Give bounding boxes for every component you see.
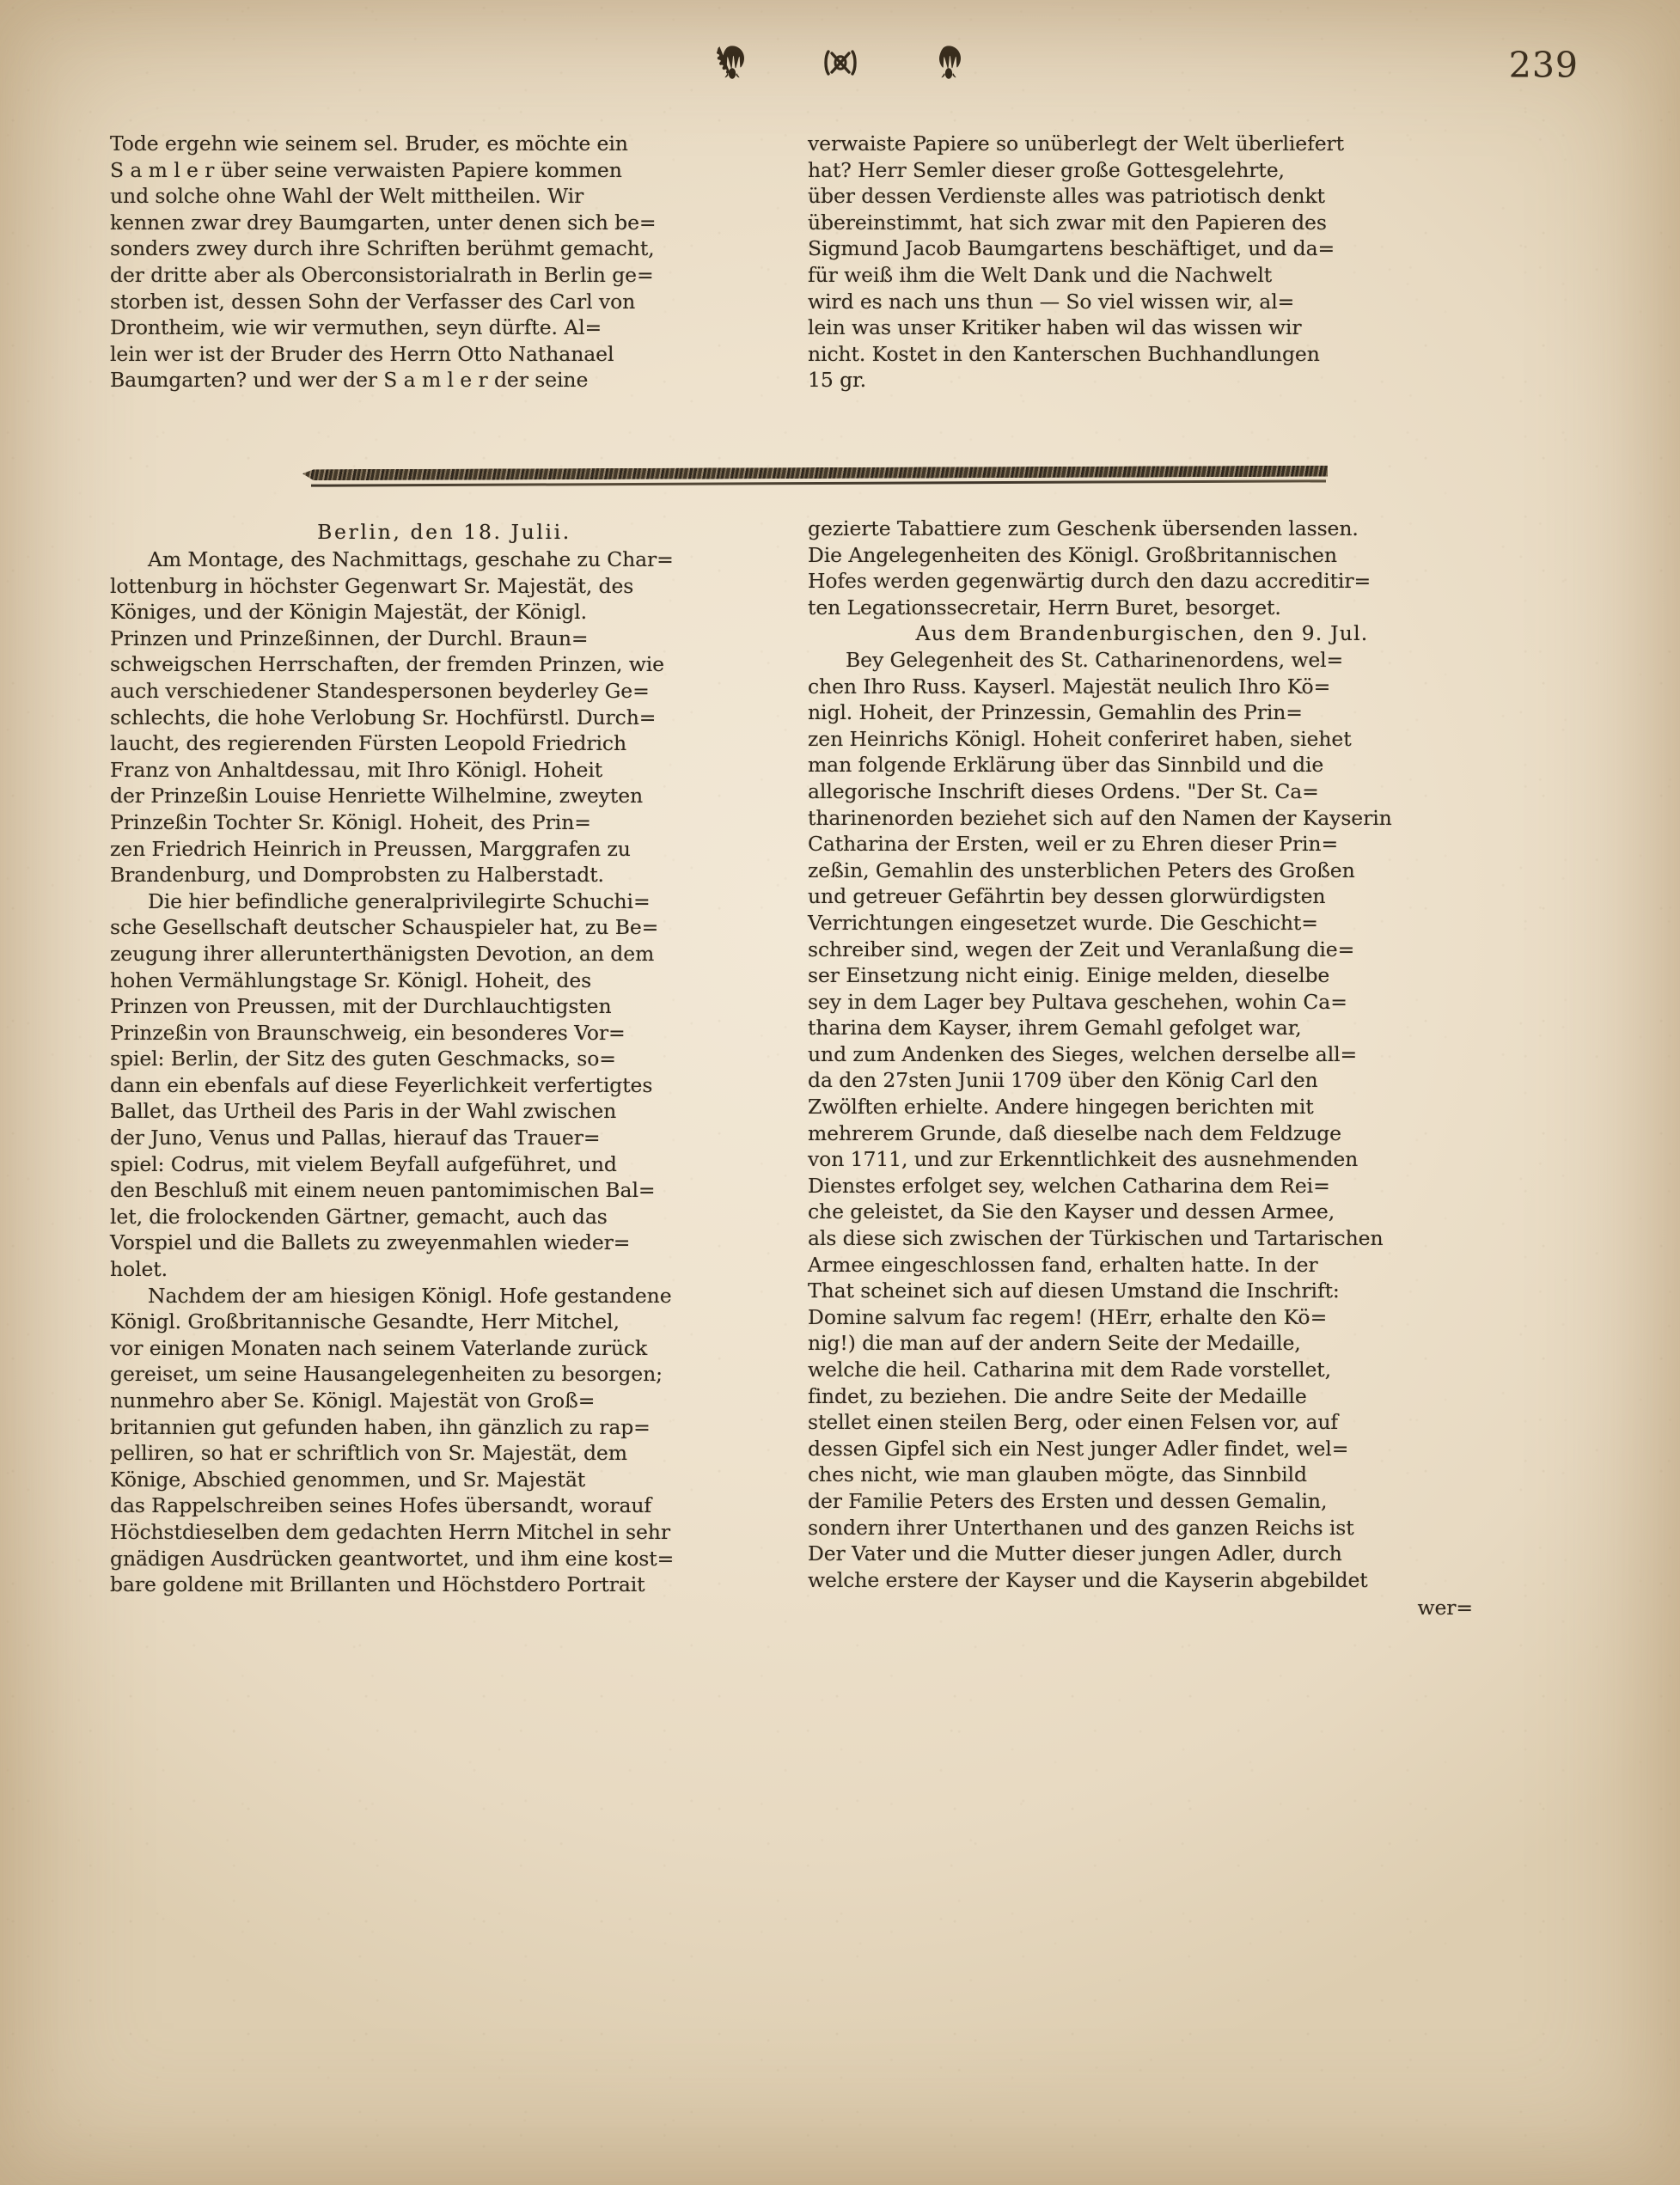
text-line: nicht. Kostet in den Kanterschen Buchhandlungen <box>808 341 1320 366</box>
text-line: Hofes werden gegenwärtig durch den dazu accreditir= <box>808 569 1371 594</box>
text-line: schreiber sind, wegen der Zeit und Veranlaßung die= <box>808 937 1355 961</box>
text-line: sche Gesellschaft deutscher Schauspieler hat, zu Be= <box>110 915 659 940</box>
text-line: That scheinet sich auf diesen Umstand die Inschrift: <box>808 1279 1340 1303</box>
text-line: dann ein ebenfals auf diese Feyerlichkeit verfertigtes <box>110 1072 653 1097</box>
text-line: dessen Gipfel sich ein Nest junger Adler findet, wel= <box>808 1436 1349 1461</box>
text-line: Prinzen von Preussen, mit der Durchlauchtigsten <box>110 994 612 1019</box>
divider-thin-line <box>311 479 1326 486</box>
text-line: nig!) die man auf der andern Seite der Medaille, <box>808 1331 1301 1356</box>
top-right-column <box>808 131 1476 394</box>
latin-inscription-line: Domine salvum fac regem! (HErr, erhalte den Kö= <box>808 1304 1328 1329</box>
text-line: Baumgarten? und wer der S a m l e r der seine <box>110 368 589 393</box>
main-right-column <box>808 516 1476 1621</box>
text-line: kennen zwar drey Baumgarten, unter denen sich be= <box>110 210 657 235</box>
text-line: Königes, und der Königin Majestät, der Königl. <box>110 600 587 625</box>
text-line: Nachdem der am hiesigen Königl. Hofe gestandene <box>148 1283 672 1308</box>
text-line: gereiset, um seine Hausangelegenheiten zu besorgen; <box>110 1362 663 1387</box>
text-line: ten Legationssecretair, Herrn Buret, besorget. <box>808 595 1281 619</box>
text-line: Könige, Abschied genommen, und Sr. Majestät <box>110 1467 586 1492</box>
text-line: und solche ohne Wahl der Welt mittheilen. Wir <box>110 184 584 209</box>
main-left-column <box>110 516 779 1621</box>
page-header <box>0 45 1680 96</box>
text-line: Bey Gelegenheit des St. Catharinenordens, wel= <box>846 647 1344 672</box>
shell-fleuron-icon <box>714 45 750 84</box>
brandenburg-dateline-heading: Aus dem Brandenburgischen, den 9. Jul. <box>915 621 1369 646</box>
text-line: wird es nach uns thun — So viel wissen wir, al= <box>808 289 1295 314</box>
text-line: Prinzen und Prinzeßinnen, der Durchl. Braun= <box>110 626 589 650</box>
text-line: Armee eingeschlossen fand, erhalten hatte. In der <box>808 1252 1318 1277</box>
text-line: nunmehro aber Se. Königl. Majestät von Groß= <box>110 1389 596 1413</box>
text-line: bare goldene mit Brillanten und Höchstdero Portrait <box>110 1572 645 1597</box>
text-line: mehrerem Grunde, daß dieselbe nach dem Feldzuge <box>808 1120 1341 1145</box>
text-line: der Juno, Venus und Pallas, hierauf das Trauer= <box>110 1126 601 1150</box>
text-line: tharinenorden beziehet sich auf den Namen der Kayserin <box>808 805 1392 830</box>
shell-fleuron-icon <box>931 45 967 84</box>
text-line: welche die heil. Catharina mit dem Rade vorstellet, <box>808 1358 1332 1382</box>
top-left-column <box>110 131 779 394</box>
header-ornament-row <box>0 45 1680 84</box>
text-line: hohen Vermählungstage Sr. Königl. Hoheit, des <box>110 967 592 992</box>
text-line: Der Vater und die Mutter dieser jungen Adler, durch <box>808 1541 1342 1566</box>
top-text-block <box>110 131 1579 394</box>
text-line: nigl. Hoheit, der Prinzessin, Gemahlin des Prin= <box>808 700 1303 725</box>
text-line: let, die frolockenden Gärtner, gemacht, auch das <box>110 1204 608 1229</box>
text-line: Catharina der Ersten, weil er zu Ehren dieser Prin= <box>808 832 1339 857</box>
text-line: Königl. Großbritannische Gesandte, Herr Mitchel, <box>110 1309 620 1334</box>
text-line: Brandenburg, und Domprobsten zu Halberstadt. <box>110 863 604 888</box>
text-line: der Prinzeßin Louise Henriette Wilhelmine, zweyten <box>110 784 644 809</box>
text-line: hat? Herr Semler dieser große Gottesgelehrte, <box>808 157 1285 182</box>
text-line: schweigschen Herrschaften, der fremden Prinzen, wie <box>110 652 664 677</box>
text-line: für weiß ihm die Welt Dank und die Nachwelt <box>808 262 1273 287</box>
text-line: ches nicht, wie man glauben mögte, das Sinnbild <box>808 1462 1307 1487</box>
text-line: auch verschiedener Standespersonen beyderley Ge= <box>110 678 650 703</box>
text-line: 15 gr. <box>808 368 866 393</box>
text-line: sondern ihrer Unterthanen und des ganzen Reichs ist <box>808 1515 1354 1540</box>
text-line: Prinzeßin von Braunschweig, ein besonderes Vor= <box>110 1020 626 1045</box>
text-line: über dessen Verdienste alles was patriotisch denkt <box>808 184 1325 209</box>
text-line: holet. <box>110 1257 168 1282</box>
text-line: schlechts, die hohe Verlobung Sr. Hochfürstl. Durch= <box>110 705 657 729</box>
text-line: spiel: Berlin, der Sitz des guten Geschmacks, so= <box>110 1047 616 1071</box>
text-line: Dienstes erfolget sey, welchen Catharina dem Rei= <box>808 1173 1330 1198</box>
text-line: Franz von Anhaltdessau, mit Ihro Königl. Hoheit <box>110 757 603 782</box>
text-line: vor einigen Monaten nach seinem Vaterlande zurück <box>110 1335 648 1360</box>
text-line: stellet einen steilen Berg, oder einen Felsen vor, auf <box>808 1410 1339 1435</box>
text-line: Am Montage, des Nachmittags, geschahe zu Char= <box>148 547 674 571</box>
text-line: Zwölften erhielte. Andere hingegen berichten mit <box>808 1095 1314 1120</box>
text-line: findet, zu beziehen. Die andre Seite der Medaille <box>808 1383 1307 1408</box>
text-line: sey in dem Lager bey Pultava geschehen, wohin Ca= <box>808 989 1347 1014</box>
text-line: verwaiste Papiere so unüberlegt der Welt überliefert <box>808 131 1344 156</box>
text-line: das Rappelschreiben seines Hofes übersandt, worauf <box>110 1493 652 1518</box>
text-line: Ballet, das Urtheil des Paris in der Wahl zwischen <box>110 1099 617 1124</box>
text-line: man folgende Erklärung über das Sinnbild und die <box>808 753 1324 778</box>
text-line: Drontheim, wie wir vermuthen, seyn dürfte. Al= <box>110 315 602 340</box>
main-text-block <box>110 516 1579 1621</box>
text-line: laucht, des regierenden Fürsten Leopold Friedrich <box>110 731 626 756</box>
text-line: S a m l e r über seine verwaisten Papiere kommen <box>110 157 622 182</box>
text-line: von 1711, und zur Erkenntlichkeit des ausnehmenden <box>808 1147 1359 1172</box>
berlin-dateline-heading: Berlin, den 18. Julii. <box>317 520 571 544</box>
text-line: spiel: Codrus, mit vielem Beyfall aufgeführet, und <box>110 1151 617 1176</box>
text-line: welche erstere der Kayser und die Kayserin abgebildet <box>808 1567 1368 1592</box>
text-line: lein wer ist der Bruder des Herrn Otto Nathanael <box>110 341 614 366</box>
text-line: gezierte Tabattiere zum Geschenk übersenden lassen. <box>808 516 1359 540</box>
text-line: tharina dem Kayser, ihrem Gemahl gefolget war, <box>808 1016 1302 1041</box>
text-line: storben ist, dessen Sohn der Verfasser des Carl von <box>110 289 636 314</box>
section-divider-rule <box>302 464 1328 488</box>
text-line: gnädigen Ausdrücken geantwortet, und ihm eine kost= <box>110 1546 675 1571</box>
text-line: Höchstdieselben dem gedachten Herrn Mitchel in sehr <box>110 1519 670 1544</box>
text-line: zeßin, Gemahlin des unsterblichen Peters des Großen <box>808 858 1355 882</box>
text-line: zeugung ihrer allerunterthänigsten Devotion, an dem <box>110 941 655 966</box>
text-line: ser Einsetzung nicht einig. Einige melden, dieselbe <box>808 963 1330 988</box>
text-line: und getreuer Gefährtin bey dessen glorwürdigsten <box>808 884 1326 909</box>
lozenge-fleuron-icon <box>817 45 864 84</box>
catchword: wer= <box>1417 1596 1473 1620</box>
text-line: Tode ergehn wie seinem sel. Bruder, es möchte ein <box>110 131 628 156</box>
text-line: sonders zwey durch ihre Schriften berühmt gemacht, <box>110 236 655 261</box>
text-line: che geleistet, da Sie den Kayser und dessen Armee, <box>808 1199 1335 1224</box>
text-line: Prinzeßin Tochter Sr. Königl. Hoheit, des Prin= <box>110 809 591 834</box>
text-line: und zum Andenken des Sieges, welchen derselbe all= <box>808 1041 1358 1066</box>
text-line: zen Friedrich Heinrich in Preussen, Marggrafen zu <box>110 836 631 861</box>
text-line: lottenburg in höchster Gegenwart Sr. Majestät, des <box>110 573 634 598</box>
text-line: Die Angelegenheiten des Königl. Großbritannischen <box>808 542 1337 567</box>
text-line: Vorspiel und die Ballets zu zweyenmahlen wieder= <box>110 1230 631 1255</box>
text-line: da den 27sten Junii 1709 über den König Carl den <box>808 1068 1318 1093</box>
text-line: übereinstimmt, hat sich zwar mit den Papieren des <box>808 210 1327 235</box>
divider-thick-band <box>302 466 1328 481</box>
text-line: der dritte aber als Oberconsistorialrath in Berlin ge= <box>110 262 654 287</box>
text-line: Sigmund Jacob Baumgartens beschäftiget, und da= <box>808 236 1335 261</box>
text-line: allegorische Inschrift dieses Ordens. "Der St. Ca= <box>808 778 1319 803</box>
text-line: chen Ihro Russ. Kayserl. Majestät neulich Ihro Kö= <box>808 674 1331 699</box>
text-line: Verrichtungen eingesetzet wurde. Die Geschicht= <box>808 910 1318 935</box>
text-line: Die hier befindliche generalprivilegirte Schuchi= <box>148 888 651 913</box>
page-number: 239 <box>1508 45 1579 86</box>
text-line: der Familie Peters des Ersten und dessen Gemalin, <box>808 1488 1328 1513</box>
text-line: lein was unser Kritiker haben wil das wissen wir <box>808 315 1302 340</box>
text-line: den Beschluß mit einem neuen pantomimischen Bal= <box>110 1178 656 1203</box>
text-line: britannien gut gefunden haben, ihn gänzlich zu rap= <box>110 1414 651 1439</box>
text-line: zen Heinrichs Königl. Hoheit conferiret haben, siehet <box>808 726 1352 751</box>
text-line: pelliren, so hat er schriftlich von Sr. Majestät, dem <box>110 1441 627 1466</box>
text-line: als diese sich zwischen der Türkischen und Tartarischen <box>808 1226 1384 1251</box>
